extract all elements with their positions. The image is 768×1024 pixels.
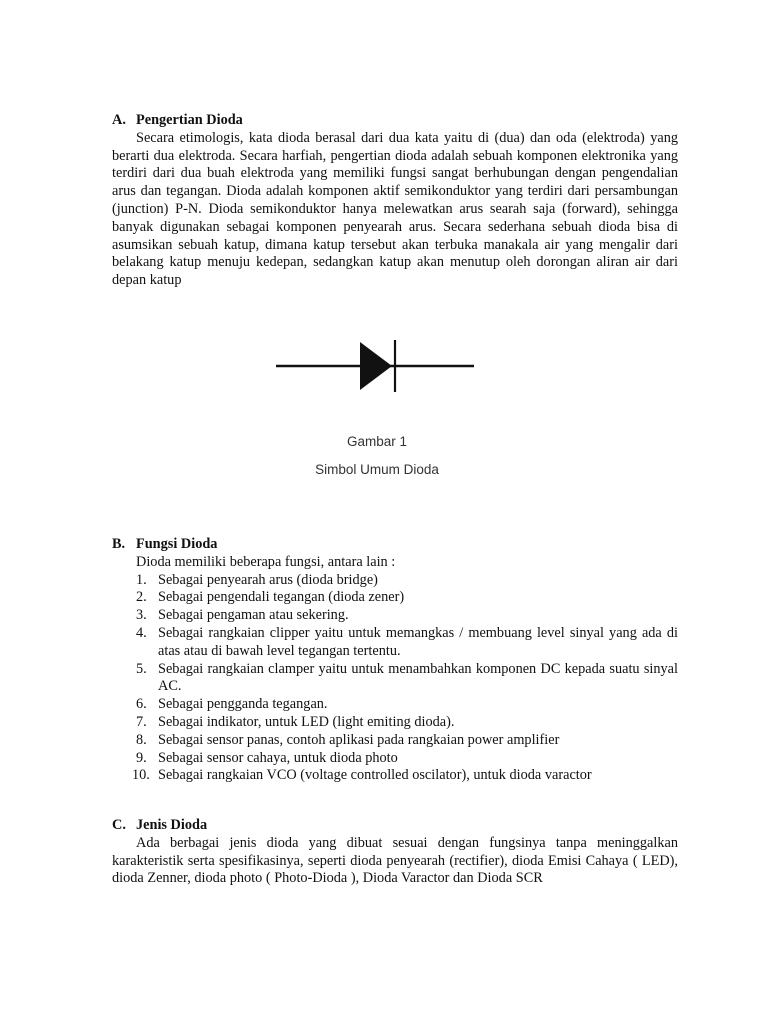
diode-symbol-icon [268, 332, 486, 396]
list-item-text: Sebagai indikator, untuk LED (light emiting dioda). [158, 713, 455, 730]
list-item-text: Sebagai pengganda tegangan. [158, 696, 328, 713]
figure-caption-number: Gambar 1 [346, 434, 408, 449]
list-item-text: Sebagai sensor panas, contoh aplikasi pada rangkaian power amplifier [158, 731, 560, 748]
section-heading [112, 536, 678, 554]
list-item-text: Sebagai rangkaian clipper yaitu untuk memangkas / membuang level sinyal yang ada di atas atau di bawah level tegangan tertentu. [158, 624, 678, 659]
list-item-number: 3. [136, 607, 147, 624]
list-item [112, 625, 678, 661]
list-item-text: Sebagai penyearah arus (dioda bridge) [158, 571, 378, 588]
section-letter: B. [112, 536, 126, 552]
section-letter: A. [112, 112, 126, 128]
section-pengertian-dioda [112, 112, 678, 290]
section-jenis-dioda [112, 817, 678, 888]
list-item-number: 4. [136, 624, 147, 641]
list-item [112, 607, 678, 625]
list-item [112, 661, 678, 697]
section-paragraph: Secara etimologis, kata dioda berasal dari dua kata yaitu di (dua) dan oda (elektroda) yang berarti dua elektroda. Secara harfiah, pengertian dioda adalah sebuah komponen elektronika yang terdiri dari dua buah elektroda yang memiliki fungsi sangat berhubungan dengan pengendalian arus dan tegangan. Dioda adalah komponen aktif semikonduktor yang terdiri dari persambungan (junction) P-N. Dioda semikonduktor hanya melewatkan arus searah saja (forward), sehingga banyak digunakan sebagai komponen penyearah arus. Secara sederhana sebuah dioda bisa di asumsikan sebuah katup, dimana katup tersebut akan terbuka manakala air yang mengalir dari belakang katup menuju kedepan, sedangkan katup akan menutup oleh dorongan aliran air dari depan katup [112, 129, 678, 289]
list-item [112, 750, 678, 768]
section-heading [112, 112, 678, 130]
figure-caption-title: Simbol Umum Dioda [315, 462, 439, 477]
section-heading [112, 817, 678, 835]
list-item-number: 5. [136, 660, 147, 677]
list-item [112, 767, 678, 785]
list-item-number: 9. [136, 749, 147, 766]
list-item [112, 589, 678, 607]
function-list [112, 572, 678, 786]
diode-symbol-figure [268, 332, 486, 396]
list-intro: Dioda memiliki beberapa fungsi, antara lain : [136, 553, 396, 570]
list-item [112, 696, 678, 714]
list-item-text: Sebagai rangkaian clamper yaitu untuk menambahkan komponen DC kepada suatu sinyal AC. [158, 660, 678, 695]
list-item [112, 714, 678, 732]
section-title: Fungsi Dioda [136, 536, 218, 552]
section-title: Pengertian Dioda [136, 112, 243, 128]
list-item [112, 572, 678, 590]
list-item-number: 10. [132, 767, 150, 784]
list-item-number: 2. [136, 589, 147, 606]
section-letter: C. [112, 817, 126, 833]
section-paragraph: Ada berbagai jenis dioda yang dibuat sesuai dengan fungsinya tanpa meninggalkan karakteristik serta spesifikasinya, seperti dioda penyearah (rectifier), dioda Emisi Cahaya ( LED), dioda Zenner, dioda photo ( Photo-Dioda ), Dioda Varactor dan Dioda SCR [112, 834, 678, 887]
list-item-number: 1. [136, 571, 147, 588]
section-title: Jenis Dioda [136, 817, 208, 833]
list-item [112, 732, 678, 750]
list-item-text: Sebagai rangkaian VCO (voltage controlled oscilator), untuk dioda varactor [158, 767, 592, 784]
list-item-text: Sebagai pengaman atau sekering. [158, 607, 349, 624]
list-item-text: Sebagai pengendali tegangan (dioda zener) [158, 589, 405, 606]
list-item-number: 7. [136, 713, 147, 730]
section-fungsi-dioda [112, 536, 678, 785]
list-item-text: Sebagai sensor cahaya, untuk dioda photo [158, 749, 398, 766]
list-item-number: 6. [136, 696, 147, 713]
list-item-number: 8. [136, 731, 147, 748]
